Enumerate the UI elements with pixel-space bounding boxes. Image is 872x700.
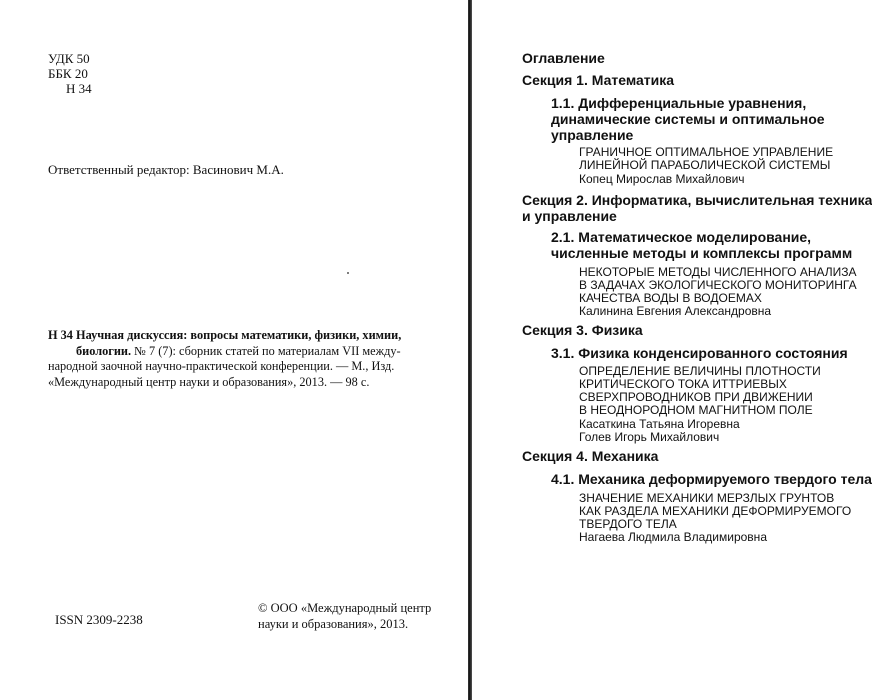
toc-author-4: Нагаева Людмила Владимировна <box>579 530 767 544</box>
biblio-line4: «Международный центр науки и образования», 2013. — 98 с. <box>48 374 370 389</box>
toc-article-4-line2[interactable]: КАК РАЗДЕЛА МЕХАНИКИ ДЕФОРМИРУЕМОГО <box>579 504 852 518</box>
toc-subsection-2-1-line2[interactable]: численные методы и комплексы программ <box>551 245 853 261</box>
copyright-notice <box>258 600 431 632</box>
toc-article-3-line1[interactable]: ОПРЕДЕЛЕНИЕ ВЕЛИЧИНЫ ПЛОТНОСТИ <box>579 364 821 378</box>
right-page <box>473 0 872 700</box>
toc-section-1[interactable]: Секция 1. Математика <box>522 72 675 88</box>
print-speck <box>347 272 349 274</box>
toc-section-4[interactable]: Секция 4. Механика <box>522 448 659 464</box>
copyright-line1: © ООО «Международный центр <box>258 601 432 615</box>
toc-section-2-line1[interactable]: Секция 2. Информатика, вычислительная техника <box>522 192 872 208</box>
toc-author-3b: Голев Игорь Михайлович <box>579 430 720 444</box>
issn-number: ISSN 2309-2238 <box>55 612 143 627</box>
toc-article-1-line2[interactable]: ЛИНЕЙНОЙ ПАРАБОЛИЧЕСКОЙ СИСТЕМЫ <box>579 158 831 172</box>
book-spine <box>468 0 472 700</box>
toc-subsection-2-1-line1[interactable]: 2.1. Математическое моделирование, <box>551 229 812 245</box>
toc-article-3-line3[interactable]: СВЕРХПРОВОДНИКОВ ПРИ ДВИЖЕНИИ <box>579 390 813 404</box>
toc-article-1-line1[interactable]: ГРАНИЧНОЕ ОПТИМАЛЬНОЕ УПРАВЛЕНИЕ <box>579 145 834 159</box>
toc-subsection-3-1[interactable]: 3.1. Физика конденсированного состояния <box>551 345 848 361</box>
toc-title: Оглавление <box>522 50 605 66</box>
copyright-line2: науки и образования», 2013. <box>258 617 409 631</box>
toc-section-2-line2[interactable]: и управление <box>522 208 617 224</box>
toc-article-3-line4[interactable]: В НЕОДНОРОДНОМ МАГНИТНОМ ПОЛЕ <box>579 403 813 417</box>
biblio-code: Н 34 <box>48 328 73 342</box>
author-mark: Н 34 <box>66 81 92 96</box>
toc-section-3[interactable]: Секция 3. Физика <box>522 322 643 338</box>
toc-article-2-line2[interactable]: В ЗАДАЧАХ ЭКОЛОГИЧЕСКОГО МОНИТОРИНГА <box>579 278 857 292</box>
toc-article-2-line1[interactable]: НЕКОТОРЫЕ МЕТОДЫ ЧИСЛЕННОГО АНАЛИЗА <box>579 265 857 279</box>
biblio-line3: народной заочной научно-практической конференции. — М., Изд. <box>48 359 395 373</box>
toc-article-4-line1[interactable]: ЗНАЧЕНИЕ МЕХАНИКИ МЕРЗЛЫХ ГРУНТОВ <box>579 491 835 505</box>
toc-subsection-1-1-line1[interactable]: 1.1. Дифференциальные уравнения, <box>551 95 807 111</box>
toc-subsection-1-1-line2[interactable]: динамические системы и оптимальное <box>551 111 825 127</box>
toc-article-2-line3[interactable]: КАЧЕСТВА ВОДЫ В ВОДОЕМАХ <box>579 291 762 305</box>
toc-article-4-line3[interactable]: ТВЕРДОГО ТЕЛА <box>579 517 677 531</box>
responsible-editor: Ответственный редактор: Васинович М.А. <box>48 162 284 177</box>
toc-author-1: Копец Мирослав Михайлович <box>579 172 745 186</box>
biblio-issue: № 7 (7): сборник статей по материалам VII между- <box>131 343 401 358</box>
bbk-code: ББК 20 <box>48 66 88 81</box>
toc-author-3a: Касаткина Татьяна Игоревна <box>579 417 740 431</box>
biblio-title-line1: Научная дискуссия: вопросы математики, физики, химии, <box>76 328 402 342</box>
biblio-title-line2: биологии. <box>76 343 132 358</box>
toc-article-3-line2[interactable]: КРИТИЧЕСКОГО ТОКА ИТТРИЕВЫХ <box>579 377 787 391</box>
toc-subsection-4-1[interactable]: 4.1. Механика деформируемого твердого тела <box>551 471 872 487</box>
toc-author-2: Калинина Евгения Александровна <box>579 304 772 318</box>
udk-code: УДК 50 <box>48 51 90 66</box>
toc-subsection-1-1-line3[interactable]: управление <box>551 127 634 143</box>
